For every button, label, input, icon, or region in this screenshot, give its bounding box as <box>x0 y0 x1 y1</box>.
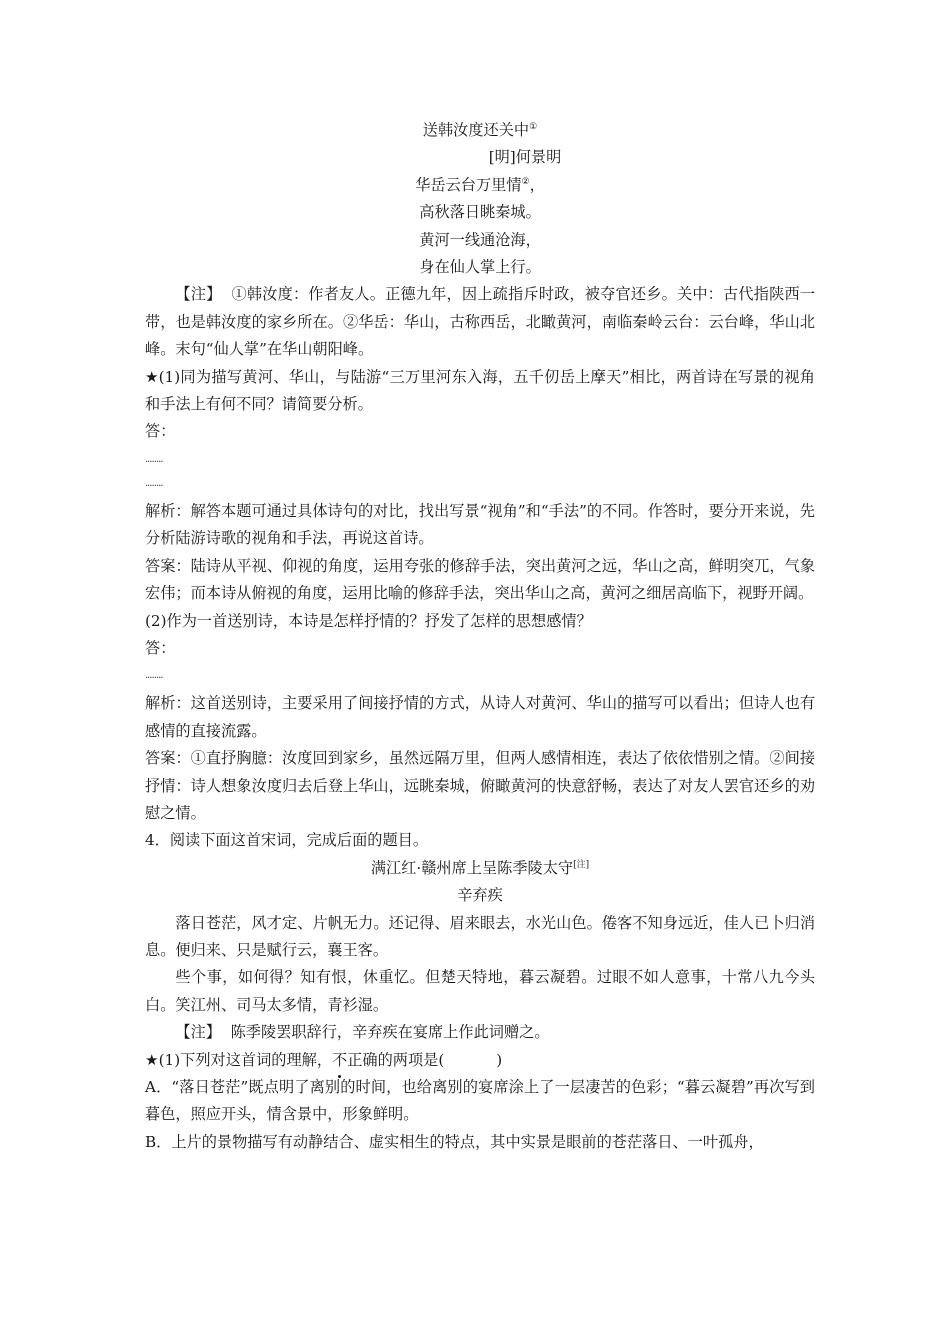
footnote-ref: ① <box>529 121 538 132</box>
poem-line: 身在仙人掌上行。 <box>419 258 541 277</box>
document-page <box>145 117 815 1156</box>
emphasis-char: 不 <box>332 1047 347 1074</box>
ci-title: 满江红·赣州席上呈陈季陵太守[注] <box>370 858 590 877</box>
question-4-intro: 4．阅读下面这首宋词，完成后面的题目。 <box>145 831 429 850</box>
answer-label: 答： <box>145 638 176 657</box>
ci-stanza-1: 落日苍茫，风才定、片帆无力。还记得、眉来眼去，水光山色。倦客不知身远近，佳人已卜归消息。便归来、只是赋行云，襄王客。 <box>145 913 815 959</box>
ci-stanza-2: 些个事，如何得？知有恨，休重忆。但楚天特地，暮云凝碧。过眼不如人意事，十常八九今头白。笑江州、司马太多情，青衫湿。 <box>145 968 815 1014</box>
ci-author: 辛弃疾 <box>457 886 503 905</box>
option-a: A．“落日苍茫”既点明了离别的时间，也给离别的宴席涂上了一层凄苦的色彩；“暮云凝碧”再次写到暮色，照应开头，情含景中，形象鲜明。 <box>145 1078 815 1124</box>
note-label: 【注】 <box>175 1023 221 1042</box>
footnote-ref: ② <box>521 176 530 187</box>
poem-line: 高秋落日眺秦城。 <box>419 203 541 222</box>
analysis-text: 解析：这首送别诗，主要采用了间接抒情的方式，从诗人对黄河、华山的描写可以看出；但诗人也有感情的直接流露。 <box>145 694 815 740</box>
question-2: (2)作为一首送别诗，本诗是怎样抒情的？抒发了怎样的思想感情？ <box>145 611 592 630</box>
poem-title: 送韩汝度还关中① <box>422 121 538 139</box>
poem-line: 华岳云台万里情②， <box>415 175 545 194</box>
footnote-ref: [注] <box>573 859 590 870</box>
option-b: B．上片的景物描写有动静结合、虚实相生的特点，其中实景是眼前的苍茫落日、一叶孤舟， <box>145 1132 764 1151</box>
answer-text: 答案：陆诗从平视、仰视的角度，运用夸张的修辞手法，突出黄河之远，华山之高，鲜明突兀，气象宏伟；而本诗从俯视的角度，运用比喻的修辞手法，突出华山之高，黄河之细居高临下，视野开阔。 <box>145 556 815 603</box>
ci-note: 【注】 陈季陵罢职辞行，辛弃疾在宴席上作此词赠之。 <box>175 1023 550 1042</box>
poem-author: [明]何景明 <box>488 148 562 167</box>
answer-text: 答案：①直抒胸臆：汝度回到家乡，虽然远隔万里，但两人感情相连，表达了依依惜别之情。②间接抒情：诗人想象汝度归去后登上华山，远眺秦城，俯瞰黄河的快意舒畅，表达了对友人罢官还乡的劝慰之情。 <box>145 749 815 822</box>
answer-blank-line: ........ <box>145 477 163 489</box>
poem-line: 黄河一线通沧海， <box>419 230 541 249</box>
poem-note: 【注】 ①韩汝度：作者友人。正德九年，因上疏指斥时政，被夺官还乡。关中：古代指陕西一带，也是韩汝度的家乡所在。②华岳：华山，古称西岳，北瞰黄河，南临秦岭云台：云台峰，华山北峰。末句“仙人掌”在华山朝阳峰。 <box>145 285 816 359</box>
star-icon: ★ <box>145 367 159 386</box>
question-1: ★(1)同为描写黄河、华山，与陆游“三万里河东入海，五千仞岳上摩天”相比，两首诗在写景的视角和手法上有何不同？请简要分析。 <box>145 364 815 419</box>
note-label: 【注】 <box>175 285 222 304</box>
answer-label: 答： <box>145 422 176 441</box>
analysis-text: 解析：解答本题可通过具体诗句的对比，找出写景“视角”和“手法”的不同。作答时，要分开来说，先分析陆游诗歌的视角和手法，再说这首诗。 <box>145 501 815 548</box>
sub-question-1: ★(1)下列对这首词的理解，不正确的两项是( ) <box>145 1047 815 1074</box>
answer-blank-line: ........ <box>145 670 163 682</box>
star-icon: ★ <box>145 1050 159 1069</box>
answer-blank-line: ........ <box>145 453 163 465</box>
